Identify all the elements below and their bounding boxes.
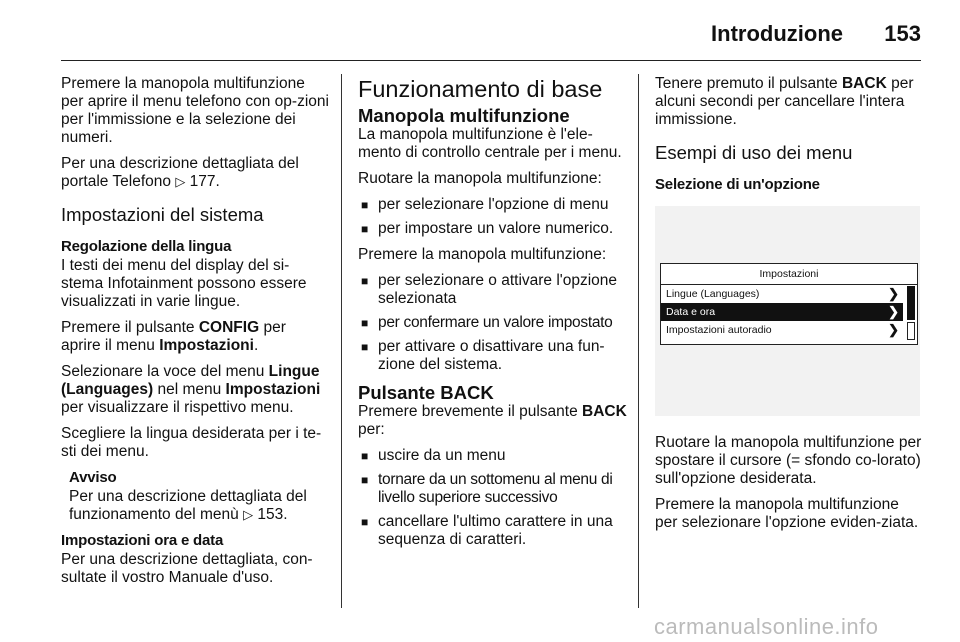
page-reference-link[interactable]: 153. xyxy=(257,506,288,523)
paragraph: Premere la manopola multifunzione per aprire il menu telefono con op-zioni per l'immissione e la selezione dei numeri. xyxy=(61,75,329,146)
list-item: ■ per selezionare l'opzione di menu xyxy=(358,196,628,214)
scrollbar-thumb xyxy=(907,286,915,320)
subsection-heading: Regolazione della lingua xyxy=(61,238,232,255)
paragraph: Per una descrizione dettagliata del portale Telefono ▷ 177. xyxy=(61,155,299,190)
reference-arrow-icon: ▷ xyxy=(243,507,254,522)
column-2 xyxy=(358,75,628,557)
bullet-list xyxy=(358,272,628,374)
paragraph: Premere la manopola multifunzione per selezionare l'opzione eviden-ziata. xyxy=(655,496,919,531)
settings-menu-panel xyxy=(660,263,918,345)
paragraph: Scegliere la lingua desiderata per i te-sti dei menu. xyxy=(61,425,322,460)
paragraph: Tenere premuto il pulsante BACK per alcuni secondi per cancellare l'intera immissione. xyxy=(655,75,914,128)
column-divider xyxy=(638,74,639,608)
main-heading: Funzionamento di base xyxy=(358,76,603,102)
list-item: ■ per confermare un valore impostato xyxy=(358,314,628,332)
note-title: Avviso xyxy=(69,469,117,486)
reference-arrow-icon: ▷ xyxy=(175,174,186,189)
section-heading: Pulsante BACK xyxy=(358,382,494,403)
bullet-list xyxy=(358,447,628,549)
bullet-list xyxy=(358,196,628,238)
chevron-right-icon: ❯ xyxy=(888,322,899,337)
scrollbar-track xyxy=(907,322,915,340)
column-divider xyxy=(341,74,342,608)
menu-item-date-time[interactable]: Data e ora ❯ xyxy=(661,303,903,321)
paragraph: Premere il pulsante CONFIG per aprire il menu Impostazioni. xyxy=(61,319,286,354)
menu-item-radio-settings[interactable]: Impostazioni autoradio ❯ xyxy=(666,322,899,337)
section-heading: Esempi di uso dei menu xyxy=(655,142,853,163)
paragraph: Selezionare la voce del menu Lingue (Languages) nel menu Impostazioni per visualizzare il rispettivo menu. xyxy=(61,363,321,416)
list-item: ■ per impostare un valore numerico. xyxy=(358,220,628,238)
subsection-heading: Selezione di un'opzione xyxy=(655,176,820,193)
display-illustration xyxy=(655,206,920,416)
list-item: ■ per selezionare o attivare l'opzione selezionata xyxy=(358,272,628,308)
section-heading: Manopola multifunzione xyxy=(358,105,570,126)
page-title: Introduzione xyxy=(711,21,843,46)
chevron-right-icon: ❯ xyxy=(888,304,899,319)
menu-title: Impostazioni xyxy=(661,264,917,285)
list-item: ■ per attivare o disattivare una fun-zione del sistema. xyxy=(358,338,628,374)
note-text: Per una descrizione dettagliata del funzionamento del menù ▷ 153. xyxy=(69,488,307,523)
page-number: 153 xyxy=(884,21,921,46)
paragraph: Ruotare la manopola multifunzione: xyxy=(358,170,602,187)
note-box xyxy=(61,469,329,524)
paragraph: Premere brevemente il pulsante BACK per: xyxy=(358,403,627,438)
menu-item-languages[interactable]: Lingue (Languages) ❯ xyxy=(666,286,899,301)
column-3 xyxy=(655,75,925,540)
section-heading: Impostazioni del sistema xyxy=(61,204,264,225)
list-item: ■ tornare da un sottomenu al menu di livello superiore successivo xyxy=(358,471,628,507)
watermark: carmanualsonline.info xyxy=(654,614,879,639)
list-item: ■ cancellare l'ultimo carattere in una sequenza di caratteri. xyxy=(358,513,628,549)
page-header xyxy=(61,18,921,61)
paragraph: I testi dei menu del display del si-stema Infotainment possono essere visualizzati in varie lingue. xyxy=(61,257,307,310)
paragraph: Per una descrizione dettagliata, con-sultate il vostro Manuale d'uso. xyxy=(61,551,313,586)
chevron-right-icon: ❯ xyxy=(888,286,899,301)
column-1 xyxy=(61,75,329,595)
paragraph: Ruotare la manopola multifunzione per spostare il cursore (= sfondo co-lorato) sull'opzione desiderata. xyxy=(655,434,922,487)
page-reference-link[interactable]: 177. xyxy=(189,173,220,190)
subsection-heading: Impostazioni ora e data xyxy=(61,532,224,549)
list-item: ■ uscire da un menu xyxy=(358,447,628,465)
paragraph: Premere la manopola multifunzione: xyxy=(358,246,607,263)
paragraph: La manopola multifunzione è l'ele-mento di controllo centrale per i menu. xyxy=(358,126,622,161)
